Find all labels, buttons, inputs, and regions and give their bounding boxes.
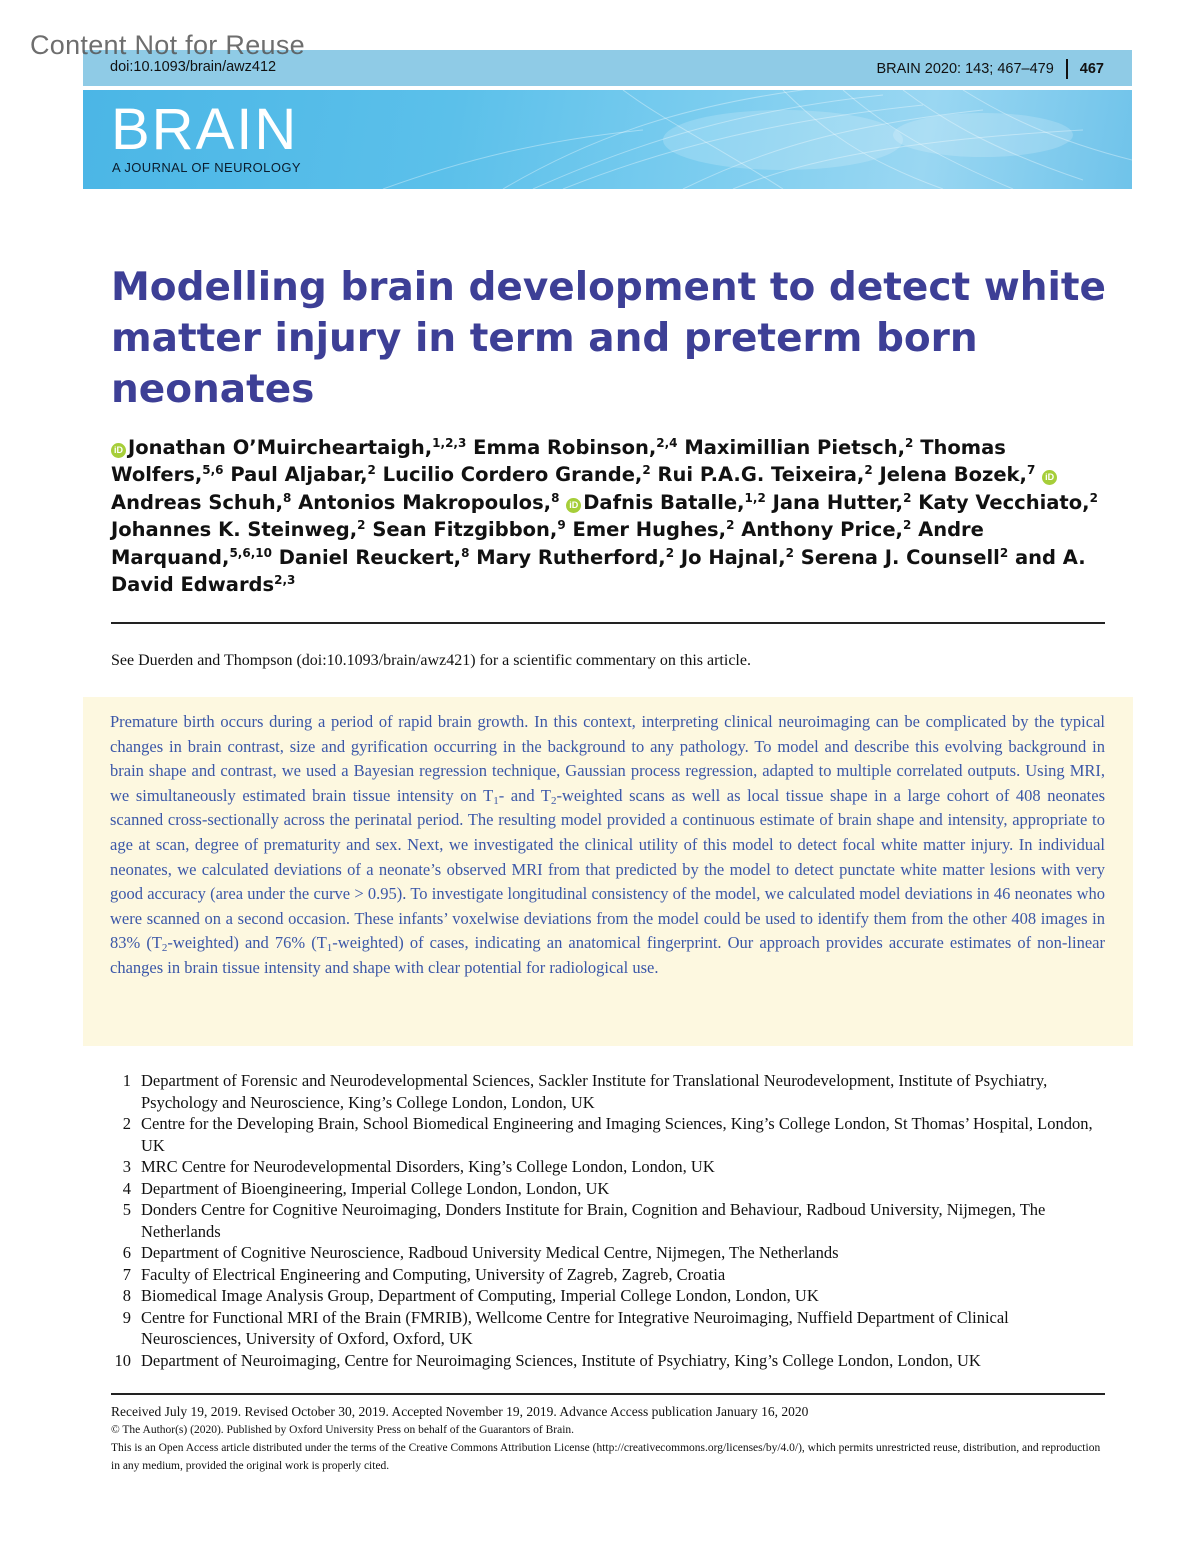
author-name: Daniel Reuckert, <box>278 545 462 569</box>
article-title: Modelling brain development to detect white matter injury in term and preterm born neonates <box>111 265 1106 412</box>
author <box>111 518 366 541</box>
article-footer <box>111 1403 1105 1475</box>
author-name: Mary Rutherford, <box>476 545 666 569</box>
author-name: Emer Hughes, <box>572 518 727 542</box>
author <box>473 436 677 459</box>
affiliation-text: Department of Forensic and Neurodevelopmental Sciences, Sackler Institute for Translational Neurodevelopment, Institute of Psychiatry, Psychology and Neuroscience, King’s College London, London, UK <box>141 1071 1048 1112</box>
author-affiliation-marker: 2 <box>367 463 376 478</box>
journal-tagline: A JOURNAL OF NEUROLOGY <box>112 160 301 175</box>
author <box>773 491 912 514</box>
abstract-box <box>83 697 1133 1046</box>
author <box>230 463 376 486</box>
author-name: Lucilio Cordero Grande, <box>382 463 643 487</box>
author <box>918 491 1098 514</box>
affiliation-number: 1 <box>122 1071 131 1090</box>
watermark: Content Not for Reuse <box>30 30 305 60</box>
divider <box>111 622 1105 624</box>
affiliation-text: Donders Centre for Cognitive Neuroimaging, Donders Institute for Brain, Cognition and Behaviour, Radboud University, Nijmegen, The Netherlands <box>141 1200 1046 1241</box>
author-name: Dafnis Batalle, <box>583 490 745 514</box>
affiliation-text: MRC Centre for Neurodevelopmental Disorders, King’s College London, London, UK <box>141 1157 715 1176</box>
author-affiliation-marker: 2 <box>999 545 1009 560</box>
author <box>383 463 651 486</box>
author-name: Jelena Bozek, <box>879 463 1027 487</box>
affiliation-text: Centre for Functional MRI of the Brain (FMRIB), Wellcome Centre for Integrative Neuroimaging, Nuffield Department of Clinical Neurosciences, University of Oxford, Oxford, UK <box>141 1307 1009 1348</box>
author-name: Andre Marquand, <box>111 518 984 569</box>
affiliation-number: 4 <box>122 1178 131 1198</box>
author-affiliation-marker: 2 <box>665 545 675 560</box>
affiliation-item <box>111 1113 1111 1156</box>
author-name: Serena J. Counsell <box>800 545 1000 569</box>
author-name: Rui P.A.G. Teixeira, <box>657 463 865 487</box>
author-affiliation-marker: 9 <box>557 518 566 533</box>
citation: BRAIN 2020: 143; 467–479 <box>876 61 1054 77</box>
author-name: Jo Hajnal, <box>680 545 786 569</box>
orcid-icon[interactable]: iD <box>111 443 126 458</box>
affiliation-number: 2 <box>122 1114 131 1133</box>
affiliation-text: Centre for the Developing Brain, School Biomedical Engineering and Imaging Sciences, King’s College London, St Thomas’ Hospital, London, UK <box>141 1114 1093 1155</box>
author <box>741 518 911 541</box>
author <box>681 546 794 569</box>
divider <box>111 1393 1105 1395</box>
affiliation-number: 10 <box>114 1350 131 1370</box>
affiliations <box>111 1070 1111 1371</box>
affiliation-number: 3 <box>122 1157 131 1176</box>
affiliation-text: Department of Cognitive Neuroscience, Radboud University Medical Centre, Nijmegen, The Netherlands <box>141 1243 839 1262</box>
author-affiliation-marker: 2,4 <box>656 436 678 450</box>
orcid-icon[interactable]: iD <box>566 498 581 513</box>
affiliation-item <box>111 1199 1111 1242</box>
author-affiliation-marker: 2 <box>864 463 873 478</box>
author-affiliation-marker: 8 <box>283 490 292 505</box>
affiliation-item <box>111 1070 1111 1113</box>
author-name: Emma Robinson, <box>473 436 657 459</box>
author <box>279 546 470 569</box>
author-affiliation-marker: 2 <box>905 436 914 450</box>
author-affiliation-marker: 2 <box>903 490 912 505</box>
author-affiliation-marker: 1,2,3 <box>432 436 467 450</box>
author-affiliation-marker: 2 <box>726 518 735 533</box>
author-affiliation-marker: 7 <box>1026 463 1036 478</box>
author <box>573 518 735 541</box>
author-name: Paul Aljabar, <box>230 463 368 487</box>
author-name: Andreas Schuh, <box>111 490 283 514</box>
affiliation-item <box>111 1264 1111 1286</box>
author <box>372 518 565 541</box>
author <box>684 436 913 459</box>
author <box>657 463 872 486</box>
author <box>476 546 674 569</box>
orcid-icon[interactable]: iD <box>1042 470 1057 485</box>
author-affiliation-marker: 2 <box>1089 490 1098 505</box>
author-affiliation-marker: 5,6 <box>202 463 224 478</box>
page-number: 467 <box>1079 61 1104 77</box>
author-name: Anthony Price, <box>741 518 903 542</box>
journal-banner <box>83 90 1132 189</box>
history-dates: Received July 19, 2019. Revised October 30, 2019. Accepted November 19, 2019. Advance Access publication January 16, 2020 <box>111 1404 809 1419</box>
author-name: Johannes K. Steinweg, <box>111 518 358 542</box>
affiliation-item <box>111 1307 1111 1350</box>
affiliation-text: Faculty of Electrical Engineering and Computing, University of Zagreb, Zagreb, Croatia <box>141 1264 726 1284</box>
author-affiliation-marker: 2 <box>902 518 912 533</box>
affiliation-text: Department of Bioengineering, Imperial College London, London, UK <box>141 1178 610 1198</box>
affiliation-number: 8 <box>122 1286 131 1305</box>
affiliation-item <box>111 1156 1111 1178</box>
affiliation-item <box>111 1350 1111 1372</box>
author-affiliation-marker: 5,6,10 <box>229 545 272 560</box>
affiliation-number: 6 <box>122 1243 131 1262</box>
author <box>111 436 466 459</box>
author-name: Maximillian Pietsch, <box>684 436 906 459</box>
author-affiliation-marker: 2 <box>785 545 794 560</box>
author-name: and A. David Edwards <box>111 545 1086 597</box>
affiliation-item <box>111 1242 1111 1264</box>
author-affiliation-marker: 2 <box>357 518 366 533</box>
author-list <box>111 434 1111 598</box>
license: This is an Open Access article distributed under the terms of the Creative Commons Attribution License (http://creativecommons.org/licenses/by/4.0/), which permits unrestricted reuse, distribution, and reproduction in any medium, provided the original work is properly cited. <box>111 1442 1101 1472</box>
author <box>880 463 1036 486</box>
divider <box>1066 59 1068 79</box>
affiliation-item <box>111 1285 1111 1307</box>
doi[interactable]: doi:10.1093/brain/awz412 <box>110 59 277 75</box>
author <box>566 491 766 514</box>
author-affiliation-marker: 2 <box>642 463 651 478</box>
commentary-note: See Duerden and Thompson (doi:10.1093/brain/awz421) for a scientific commentary on this article. <box>111 652 751 669</box>
author-affiliation-marker: 2,3 <box>274 573 296 588</box>
author-name: Jonathan O’Muircheartaigh, <box>128 436 433 459</box>
author <box>801 546 1008 569</box>
author-affiliation-marker: 8 <box>461 545 470 560</box>
author-affiliation-marker: 8 <box>551 490 560 505</box>
affiliation-number: 9 <box>122 1307 131 1327</box>
abstract: Premature birth occurs during a period of rapid brain growth. In this context, interpreting clinical neuroimaging can be complicated by the typical changes in brain contrast, size and gyrification occurring in the background to any pathology. To model and describe this evolving background in brain shape and contrast, we used a Bayesian regression technique, Gaussian process regression, adapted to multiple correlated outputs. Using MRI, we simultaneously estimated brain tissue intensity on $T_1-$ and $T_2$-weighted scans as well as local tissue shape in a large cohort of 408 neonates scanned cross-sectionally across the perinatal period. The resulting model provided a continuous estimate of brain shape and intensity, appropriate to age at scan, degree of prematurity and sex. Next, we investigated the clinical utility of this model to detect focal white matter injury. In individual neonates, we calculated deviations of a neonate’s observed MRI from that predicted by the model to detect punctate white matter lesions with very good accuracy (area under the curve > 0.95). To investigate longitudinal consistency of the model, we calculated model deviations in 46 neonates who were scanned on a second occasion. These infants’ voxelwise deviations from the model could be used to identify them from the other 408 images in 83% $(T_2-weighted)$ and 76% $(T_1-weighted)$ of cases, indicating an anatomical fingerprint. Our approach provides accurate estimates of non-linear changes in brain tissue intensity and shape with clear potential for radiological use. <box>110 712 1105 977</box>
author-affiliation-marker: 1,2 <box>744 490 766 505</box>
affiliation-number: 5 <box>122 1200 131 1219</box>
author-name: Sean Fitzgibbon, <box>372 518 558 542</box>
author <box>298 491 559 514</box>
author-name: Antonios Makropoulos, <box>298 490 552 514</box>
affiliation-number: 7 <box>122 1264 131 1284</box>
author-name: Katy Vecchiato, <box>918 490 1090 514</box>
affiliation-text: Department of Neuroimaging, Centre for Neuroimaging Sciences, Institute of Psychiatry, King’s College London, London, UK <box>141 1350 981 1370</box>
journal-logo: BRAIN <box>111 97 299 162</box>
citation-info <box>876 59 1104 79</box>
affiliation-text: Biomedical Image Analysis Group, Department of Computing, Imperial College London, London, UK <box>141 1286 819 1305</box>
author-name: Thomas Wolfers, <box>111 436 1006 487</box>
author-name: Jana Hutter, <box>772 490 904 514</box>
affiliation-item <box>111 1178 1111 1200</box>
copyright: © The Author(s) (2020). Published by Oxford University Press on behalf of the Guarantors of Brain. <box>111 1424 575 1436</box>
